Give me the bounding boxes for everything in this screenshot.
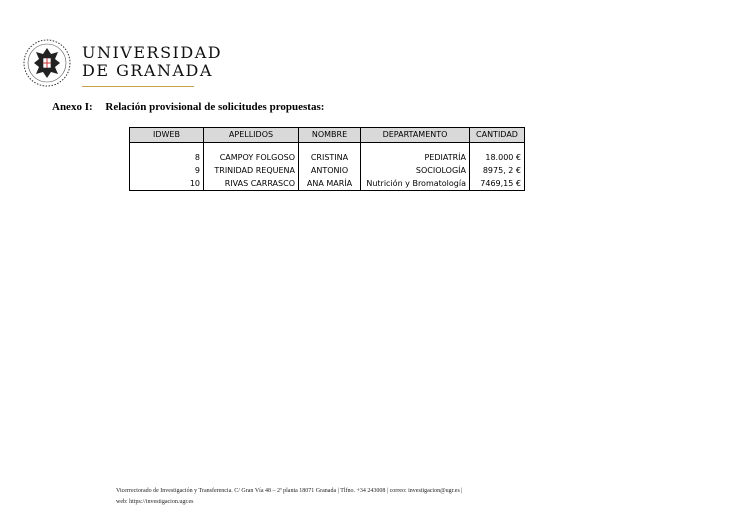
header-idweb: IDWEB	[130, 128, 204, 143]
wordmark-line-2: DE GRANADA	[82, 61, 213, 80]
university-wordmark	[82, 44, 222, 80]
cell-departamento: PEDIATRÍA	[361, 151, 470, 164]
cell-apellidos: TRINIDAD REQUENA	[204, 164, 299, 177]
university-logo	[22, 38, 223, 90]
university-crest-icon	[22, 38, 72, 88]
cell-departamento: Nutrición y Bromatología	[361, 177, 470, 191]
cell-cantidad: 8975, 2 €	[470, 164, 525, 177]
table-header-row	[130, 128, 525, 143]
annex-heading	[52, 101, 324, 113]
cell-cantidad: 18.000 €	[470, 151, 525, 164]
cell-cantidad: 7469,15 €	[470, 177, 525, 191]
cell-nombre: ANA MARÍA	[299, 177, 361, 191]
page-footer	[116, 486, 536, 508]
cell-departamento: SOCIOLOGÍA	[361, 164, 470, 177]
table-spacer-row	[130, 143, 525, 152]
table-row	[130, 177, 525, 191]
table-row	[130, 164, 525, 177]
wordmark-line-1: UNIVERSIDAD	[82, 43, 223, 62]
footer-web: web: https://investigacion.ugr.es	[116, 499, 194, 505]
cell-apellidos: CAMPOY FOLGOSO	[204, 151, 299, 164]
cell-nombre: CRISTINA	[299, 151, 361, 164]
cell-id: 8	[130, 151, 204, 164]
table-row	[130, 151, 525, 164]
logo-divider	[82, 86, 194, 87]
annex-label: Anexo I:	[52, 101, 93, 113]
applications-table	[129, 127, 525, 191]
cell-id: 9	[130, 164, 204, 177]
header-cantidad: CANTIDAD	[470, 128, 525, 143]
cell-apellidos: RIVAS CARRASCO	[204, 177, 299, 191]
cell-id: 10	[130, 177, 204, 191]
header-departamento: DEPARTAMENTO	[361, 128, 470, 143]
header-nombre: NOMBRE	[299, 128, 361, 143]
cell-nombre: ANTONIO	[299, 164, 361, 177]
footer-address: Vicerrectorado de Investigación y Transferencia. C/ Gran Vía 48 – 2ª planta 18071 Granada | Tlfno. +34 243008 | correo: investigacion@ugr.es |	[116, 488, 463, 494]
header-apellidos: APELLIDOS	[204, 128, 299, 143]
annex-title: Relación provisional de solicitudes propuestas:	[105, 101, 325, 113]
